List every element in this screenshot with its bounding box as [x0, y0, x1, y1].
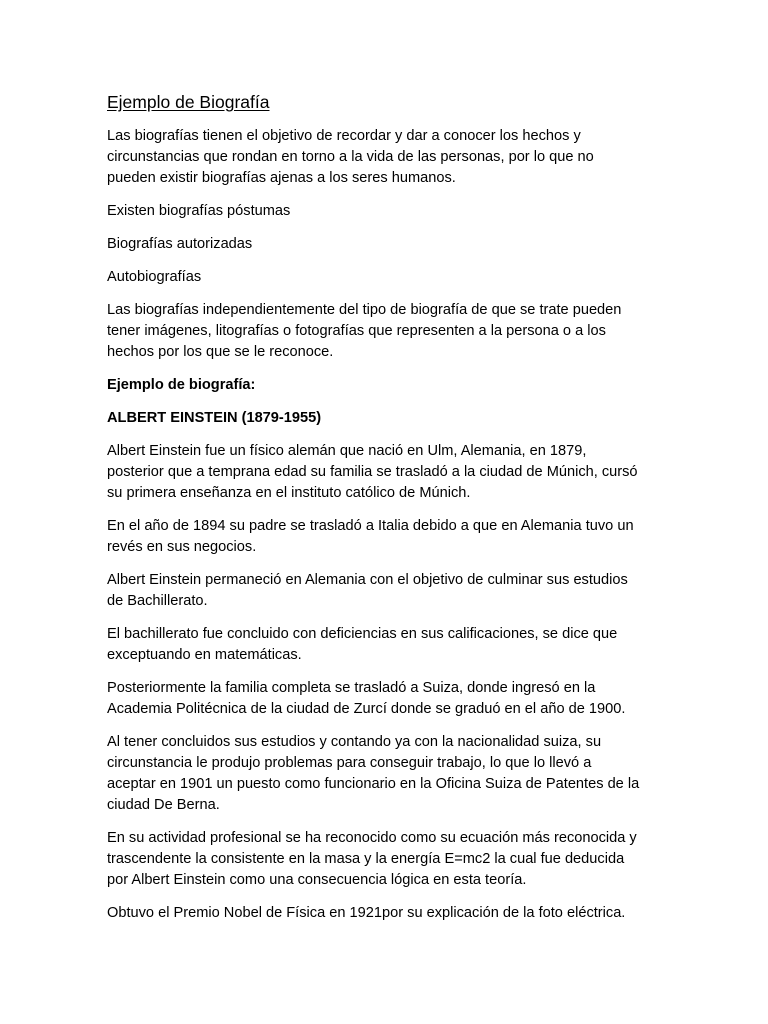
paragraph — [107, 267, 667, 288]
paragraph — [107, 441, 667, 504]
paragraph-line: trascendente la consistente en la masa y la energía E=mc2 la cual fue deducida — [107, 851, 625, 867]
paragraph-line: En su actividad profesional se ha reconocido como su ecuación más reconocida y — [107, 830, 637, 846]
paragraph — [107, 828, 667, 891]
document-title: Ejemplo de Biografía — [107, 92, 270, 112]
paragraph — [107, 624, 667, 666]
paragraph-line: pueden existir biografías ajenas a los seres humanos. — [107, 170, 456, 186]
paragraph — [107, 234, 667, 255]
paragraph — [107, 732, 667, 816]
paragraph-line: su primera enseñanza en el instituto católico de Múnich. — [107, 485, 471, 501]
paragraph-line: aceptar en 1901 un puesto como funcionario en la Oficina Suiza de Patentes de la — [107, 776, 640, 792]
paragraph-line: Existen biografías póstumas — [107, 203, 291, 219]
paragraph — [107, 201, 667, 222]
paragraph-line: Ejemplo de biografía: — [107, 377, 256, 393]
paragraph-line: circunstancias que rondan en torno a la vida de las personas, por lo que no — [107, 149, 594, 165]
paragraph-line: tener imágenes, litografías o fotografías que representen a la persona o a los — [107, 323, 606, 339]
paragraph — [107, 570, 667, 612]
section-heading — [107, 375, 667, 396]
paragraph-line: En el año de 1894 su padre se trasladó a Italia debido a que en Alemania tuvo un — [107, 518, 634, 534]
paragraph — [107, 678, 667, 720]
paragraph-list — [107, 126, 667, 924]
paragraph — [107, 903, 667, 924]
paragraph — [107, 126, 667, 189]
paragraph-line: Obtuvo el Premio Nobel de Física en 1921por su explicación de la foto eléctrica. — [107, 905, 626, 921]
paragraph-line: Autobiografías — [107, 269, 202, 285]
paragraph-line: ALBERT EINSTEIN (1879-1955) — [107, 410, 322, 426]
paragraph-line: ciudad De Berna. — [107, 797, 220, 813]
paragraph-line: Al tener concluidos sus estudios y contando ya con la nacionalidad suiza, su — [107, 734, 602, 750]
paragraph-line: por Albert Einstein como una consecuencia lógica en esta teoría. — [107, 872, 527, 888]
paragraph-line: Albert Einstein permaneció en Alemania con el objetivo de culminar sus estudios — [107, 572, 628, 588]
document-body — [107, 90, 667, 936]
paragraph-line: de Bachillerato. — [107, 593, 208, 609]
paragraph — [107, 300, 667, 363]
paragraph-line: El bachillerato fue concluido con deficiencias en sus calificaciones, se dice que — [107, 626, 618, 642]
paragraph-line: hechos por los que se le reconoce. — [107, 344, 334, 360]
paragraph-line: Las biografías tienen el objetivo de recordar y dar a conocer los hechos y — [107, 128, 581, 144]
paragraph-line: circunstancia le produjo problemas para conseguir trabajo, lo que lo llevó a — [107, 755, 592, 771]
paragraph — [107, 516, 667, 558]
paragraph-line: Las biografías independientemente del tipo de biografía de que se trate pueden — [107, 302, 622, 318]
paragraph-line: posterior que a temprana edad su familia se trasladó a la ciudad de Múnich, cursó — [107, 464, 638, 480]
paragraph-line: Academia Politécnica de la ciudad de Zurcí donde se graduó en el año de 1900. — [107, 701, 626, 717]
paragraph-line: revés en sus negocios. — [107, 539, 257, 555]
paragraph-line: Posteriormente la familia completa se trasladó a Suiza, donde ingresó en la — [107, 680, 596, 696]
paragraph-line: exceptuando en matemáticas. — [107, 647, 302, 663]
paragraph-line: Biografías autorizadas — [107, 236, 253, 252]
paragraph-line: Albert Einstein fue un físico alemán que nació en Ulm, Alemania, en 1879, — [107, 443, 587, 459]
section-heading — [107, 408, 667, 429]
